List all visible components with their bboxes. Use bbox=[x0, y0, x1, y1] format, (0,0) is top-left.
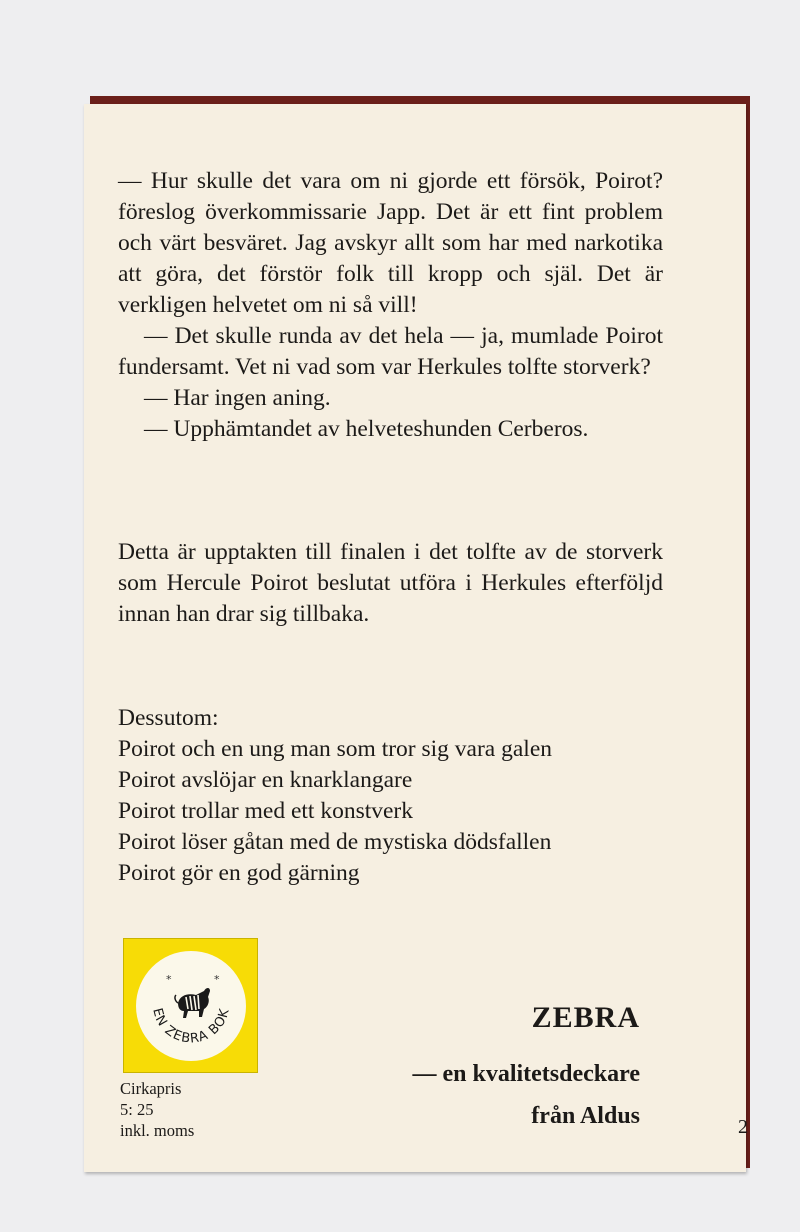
edge-mark: 2 bbox=[738, 1116, 748, 1138]
price-label: Cirkapris bbox=[120, 1079, 182, 1098]
blurb-paragraph: — Hur skulle det vara om ni gjorde ett försök, Poirot? föreslog överkommissarie Japp. Det är ett fint problem och värt besväret. Jag avskyr allt som har med narkotika att göra, det förstör folk till kropp och själ. Det är verkligen helvetet om ni så vill! bbox=[118, 168, 663, 318]
extras-heading: Dessutom: bbox=[118, 705, 219, 731]
publisher-tagline bbox=[412, 1053, 640, 1137]
blurb-paragraph: — Upphämtandet av helveteshunden Cerberos. bbox=[144, 416, 589, 442]
blurb-paragraph: — Har ingen aning. bbox=[144, 385, 331, 411]
price-note: inkl. moms bbox=[120, 1121, 195, 1140]
extras-item: Poirot gör en god gärning bbox=[118, 860, 360, 886]
extras-item: Poirot löser gåtan med de mystiska dödsfallen bbox=[118, 829, 552, 855]
tagline-line: — en kvalitetsdeckare bbox=[412, 1061, 640, 1087]
svg-text:*: * bbox=[166, 973, 172, 986]
logo-text: EN ZEBRA BOK bbox=[149, 1006, 233, 1047]
extras-block bbox=[118, 703, 663, 889]
logo-badge bbox=[136, 951, 246, 1061]
blurb-paragraph: — Det skulle runda av det hela — ja, mumlade Poirot fundersamt. Vet ni vad som var Herkules tolfte storverk? bbox=[118, 323, 663, 380]
svg-text:*: * bbox=[214, 973, 220, 986]
tagline-line: från Aldus bbox=[531, 1103, 640, 1129]
price-block bbox=[120, 1078, 320, 1141]
extras-item: Poirot avslöjar en knarklangare bbox=[118, 767, 413, 793]
summary-block bbox=[118, 537, 663, 630]
publisher-title: ZEBRA bbox=[531, 1001, 640, 1034]
zebra-icon bbox=[136, 951, 246, 1061]
extras-item: Poirot trollar med ett konstverk bbox=[118, 798, 414, 824]
zebra-bok-logo bbox=[123, 938, 258, 1073]
blurb-block bbox=[118, 166, 663, 445]
price-amount: 5: 25 bbox=[120, 1100, 154, 1119]
extras-item: Poirot och en ung man som tror sig vara galen bbox=[118, 736, 553, 762]
summary-paragraph: Detta är upptakten till finalen i det tolfte av de storverk som Hercule Poirot beslutat utföra i Herkules efterföljd innan han drar sig tillbaka. bbox=[118, 539, 663, 627]
